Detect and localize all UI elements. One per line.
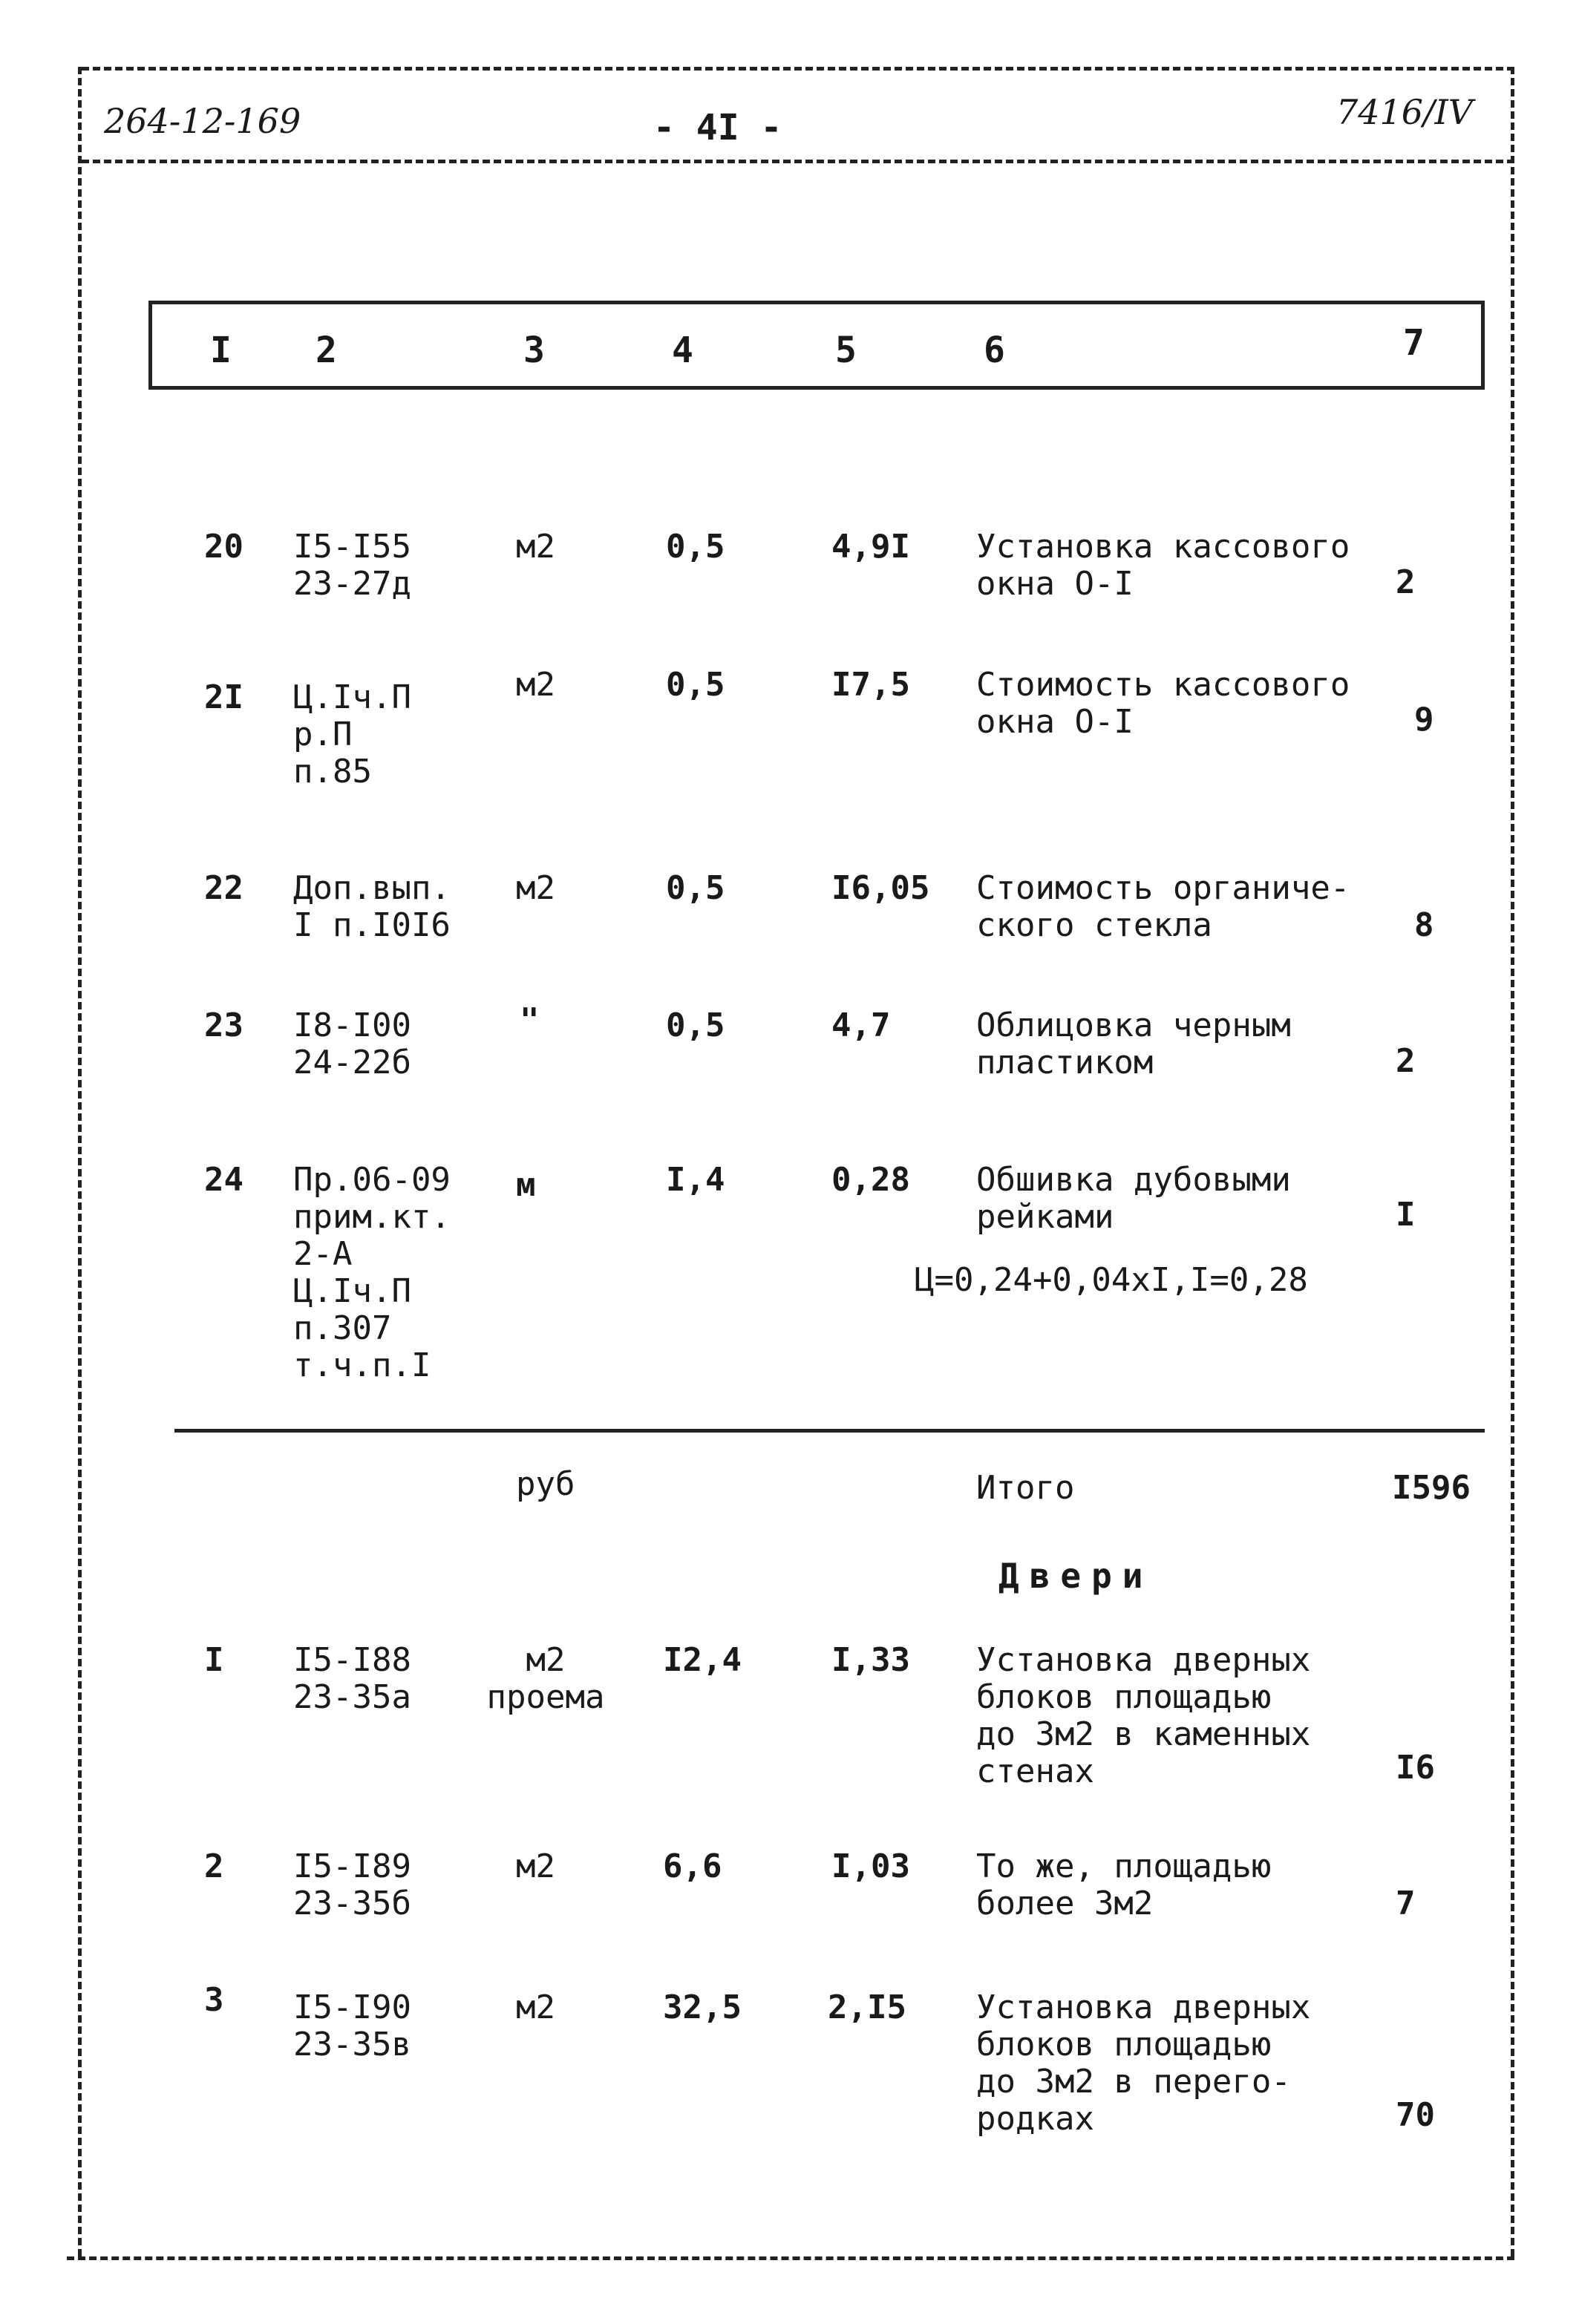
row-unit: м2 [516, 869, 555, 907]
column-header-box [148, 301, 1485, 390]
row-qty: 0,5 [666, 666, 725, 704]
row-number: 3 [204, 1981, 224, 2019]
row-code: I5-I55 23-27д [293, 528, 411, 603]
row-number: 22 [204, 869, 243, 907]
row-desc: Стоимость кассового окна О-I [976, 666, 1350, 741]
doc-code: 264-12-169 [104, 101, 301, 141]
row-total: 9 [1414, 701, 1434, 739]
row-total: 70 [1396, 2096, 1435, 2134]
row-price: 4,9I [831, 528, 910, 566]
row-qty: I,4 [666, 1161, 725, 1199]
frame-top [82, 67, 1514, 71]
row-price: I,33 [831, 1641, 910, 1679]
frame-bottom [67, 2256, 1514, 2260]
subtotal-label: Итого [976, 1469, 1075, 1507]
row-qty: I2,4 [663, 1641, 742, 1679]
row-qty: 0,5 [666, 528, 725, 566]
section-title: Двери [998, 1556, 1154, 1596]
row-unit: м2 проема [486, 1641, 605, 1716]
row-code: I5-I88 23-35а [293, 1641, 411, 1716]
row-number: 24 [204, 1161, 243, 1199]
sheet-code: 7416/IV [1336, 92, 1473, 132]
row-total: 2 [1396, 1042, 1416, 1080]
row-code: Доп.вып. I п.I0I6 [293, 869, 451, 944]
row-desc: Установка кассового окна О-I [976, 528, 1350, 603]
row-unit: м2 [516, 666, 555, 704]
row-code: Ц.Iч.П р.П п.85 [293, 678, 411, 791]
row-number: I [204, 1641, 224, 1679]
row-total: 7 [1396, 1885, 1416, 1922]
row-price: 4,7 [831, 1006, 891, 1044]
row-qty: 0,5 [666, 869, 725, 907]
frame-left [78, 67, 82, 2256]
row-code: I8-I00 24-22б [293, 1006, 411, 1081]
col-header-2: 2 [316, 330, 337, 371]
col-header-1: I [210, 330, 232, 371]
frame-right [1511, 67, 1514, 2256]
row-total: I6 [1396, 1749, 1435, 1787]
row-desc: Обшивка дубовыми рейками [976, 1161, 1291, 1236]
subtotal-value: I596 [1392, 1469, 1471, 1507]
row-unit: м [516, 1166, 536, 1204]
row-price: I,03 [831, 1847, 910, 1885]
row-code: Пр.06-09 прим.кт. 2-А Ц.Iч.П п.307 т.ч.п.I [293, 1161, 451, 1384]
page-number: - 4I - [653, 107, 782, 148]
row-desc: Стоимость органиче- ского стекла [976, 869, 1350, 944]
row-number: 23 [204, 1006, 243, 1044]
row-code: I5-I89 23-35б [293, 1847, 411, 1922]
row-total: 2 [1396, 563, 1416, 601]
row-qty: 0,5 [666, 1006, 725, 1044]
row-total: 8 [1414, 906, 1434, 944]
col-header-6: 6 [984, 330, 1005, 371]
row-desc: Установка дверных блоков площадью до 3м2 в перего- родках [976, 1989, 1311, 2138]
col-header-5: 5 [835, 330, 857, 371]
row-qty: 32,5 [663, 1989, 742, 2026]
row-price: I6,05 [831, 869, 930, 907]
row-unit: м2 [516, 528, 555, 566]
row-number: 2 [204, 1847, 224, 1885]
row-price: I7,5 [831, 666, 910, 704]
row-unit: м2 [516, 1847, 555, 1885]
col-header-7: 7 [1403, 322, 1425, 364]
row-formula: Ц=0,24+0,04хI,I=0,28 [915, 1261, 1308, 1299]
row-desc: То же, площадью более 3м2 [976, 1847, 1272, 1922]
row-unit: " [520, 1001, 540, 1039]
col-header-3: 3 [523, 330, 545, 371]
col-header-4: 4 [672, 330, 693, 371]
row-desc: Установка дверных блоков площадью до 3м2 в каменных стенах [976, 1641, 1311, 1790]
row-desc: Облицовка черным пластиком [976, 1006, 1291, 1081]
row-number: 20 [204, 528, 243, 566]
row-number: 2I [204, 678, 243, 716]
section-divider [174, 1429, 1485, 1433]
row-price: 0,28 [831, 1161, 910, 1199]
subtotal-unit: руб [516, 1465, 575, 1503]
frame-header-divider [82, 160, 1514, 163]
row-total: I [1396, 1196, 1416, 1234]
row-qty: 6,6 [663, 1847, 722, 1885]
row-code: I5-I90 23-35в [293, 1989, 411, 2063]
row-unit: м2 [516, 1989, 555, 2026]
row-price: 2,I5 [828, 1989, 906, 2026]
